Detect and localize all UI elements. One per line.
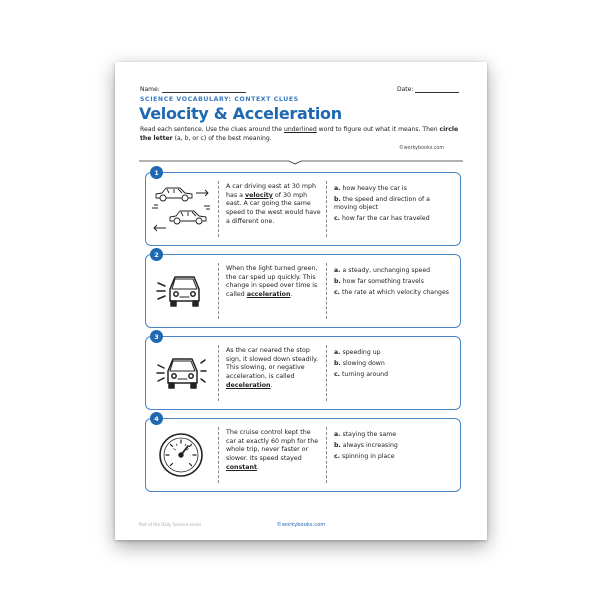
option-letter: c. [334, 453, 341, 460]
option-text: turning around [342, 371, 388, 378]
option-letter: c. [334, 289, 341, 296]
option-text: how far something travels [342, 278, 424, 285]
name-line [140, 86, 246, 93]
instructions-text-2: word to figure out what it means. Then [316, 126, 440, 133]
answer-option-a[interactable] [334, 267, 454, 275]
answer-option-b[interactable] [334, 278, 454, 286]
option-letter: b. [334, 442, 341, 449]
question-sentence-4 [226, 429, 322, 473]
option-letter: a. [334, 267, 341, 274]
card-separator [218, 263, 219, 319]
option-text: speeding up [342, 349, 381, 356]
option-letter: b. [334, 278, 341, 285]
question-number-1: 1 [150, 166, 163, 179]
answer-option-b[interactable] [334, 442, 454, 450]
sentence-text: . [270, 381, 273, 389]
answer-option-b[interactable] [334, 196, 454, 213]
answer-choices-1 [334, 185, 454, 226]
question-sentence-1 [226, 183, 322, 227]
question-card-4 [145, 414, 461, 492]
answer-option-c[interactable] [334, 289, 454, 297]
card-separator [218, 181, 219, 237]
option-letter: a. [334, 349, 341, 356]
question-number-4: 4 [150, 412, 163, 425]
section-divider [139, 157, 463, 165]
option-letter: a. [334, 185, 341, 192]
car-slowing-down-icon [146, 351, 216, 393]
card-separator [326, 181, 327, 237]
option-text: spinning in place [342, 453, 395, 460]
answer-option-a[interactable] [334, 349, 454, 357]
option-text: the speed and direction of a moving object [334, 196, 430, 212]
card-separator [218, 345, 219, 401]
question-number-2: 2 [150, 248, 163, 261]
name-blank[interactable] [162, 86, 246, 93]
vocab-term-constant: constant [226, 463, 258, 471]
worksheet-subtitle: SCIENCE VOCABULARY: CONTEXT CLUES [140, 96, 299, 103]
option-text: how heavy the car is [342, 185, 407, 192]
option-letter: c. [334, 215, 341, 223]
question-sentence-2 [226, 265, 322, 300]
answer-choices-4 [334, 431, 454, 464]
copyright-text: ©workybooks.com [398, 146, 444, 151]
date-line [397, 86, 459, 93]
sentence-text: As the car neared the stop sign, it slowed down steadily. This slowing, or negative acceleration, is called [226, 347, 318, 381]
option-text: a steady, unchanging speed [342, 267, 431, 274]
question-number-3: 3 [150, 330, 163, 343]
date-label: Date: [397, 86, 414, 93]
instructions-text-1: Read each sentence. Use the clues around the [140, 126, 284, 133]
two-cars-opposite-directions-icon [146, 183, 216, 233]
question-card-3 [145, 332, 461, 410]
answer-option-c[interactable] [334, 371, 454, 379]
answer-choices-3 [334, 349, 454, 382]
sentence-text: of 30 mph east. A car going the same speed to the west would have a different one. [226, 191, 321, 225]
option-letter: b. [334, 196, 341, 203]
footer-website[interactable]: ©workybooks.com [276, 522, 326, 528]
series-footer: Part of the Daily Science series [139, 522, 202, 527]
card-separator [326, 263, 327, 319]
answer-choices-2 [334, 267, 454, 300]
option-letter: b. [334, 360, 341, 367]
answer-option-a[interactable] [334, 431, 454, 439]
sentence-text: . [290, 291, 293, 299]
option-letter: c. [334, 371, 341, 378]
card-separator [326, 345, 327, 401]
answer-option-c[interactable] [334, 215, 454, 223]
name-label: Name: [140, 86, 160, 93]
instructions-text-3: (a, b, or c) of the best meaning. [172, 134, 272, 142]
instructions-underlined: underlined [283, 126, 317, 133]
sentence-text: When the light turned green, the car sped up quickly. This change in speed over time is called [226, 265, 318, 299]
question-sentence-3 [226, 347, 322, 391]
speedometer-icon [146, 430, 216, 480]
sentence-text: A car driving east at 30 mph has a [226, 183, 316, 199]
worksheet-title: Velocity & Acceleration [139, 104, 342, 123]
vocab-term-velocity: velocity [245, 191, 273, 199]
sentence-text: . [257, 463, 260, 471]
option-letter: a. [334, 431, 341, 438]
option-text: staying the same [342, 431, 397, 438]
question-card-2 [145, 250, 461, 328]
question-card-1 [145, 168, 461, 246]
sentence-text: The cruise control kept the car at exactly 60 mph for the whole trip, never faster or slower. Its speed stayed [226, 429, 319, 463]
car-speeding-up-icon [146, 269, 216, 311]
card-separator [326, 427, 327, 483]
instructions-bold: circle the letter [140, 126, 459, 142]
worksheet-page [115, 62, 487, 540]
answer-option-a[interactable] [334, 185, 454, 193]
answer-option-c[interactable] [334, 453, 454, 461]
option-text: always increasing [342, 442, 398, 449]
option-text: slowing down [342, 360, 385, 367]
vocab-term-deceleration: deceleration [226, 381, 271, 389]
option-text: how far the car has traveled [342, 215, 430, 223]
instructions [140, 126, 470, 143]
card-separator [218, 427, 219, 483]
answer-option-b[interactable] [334, 360, 454, 368]
date-blank[interactable] [415, 86, 459, 93]
option-text: the rate at which velocity changes [342, 289, 449, 296]
vocab-term-acceleration: acceleration [246, 291, 291, 299]
